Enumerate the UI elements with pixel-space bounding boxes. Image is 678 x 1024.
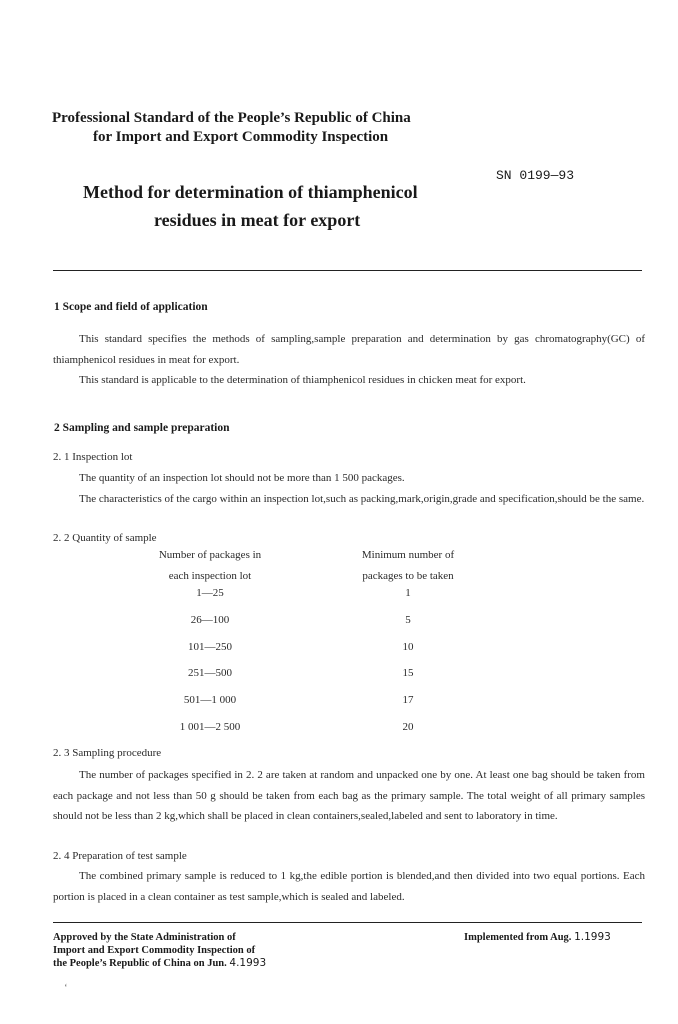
title-line-2: residues in meat for export bbox=[154, 210, 361, 230]
section-2-1-paragraph-1: The quantity of an inspection lot should not be more than 1 500 packages. bbox=[79, 472, 405, 484]
title-rule bbox=[53, 270, 642, 271]
table-header-col2-line2: packages to be taken bbox=[362, 570, 454, 582]
footer-rule bbox=[53, 922, 642, 923]
section-2-4-heading: 2. 4 Preparation of test sample bbox=[53, 850, 187, 862]
section-2-heading: 2 Sampling and sample preparation bbox=[54, 422, 230, 434]
table-row-3-min: 10 bbox=[402, 641, 414, 653]
header-line-2: for Import and Export Commodity Inspection bbox=[93, 129, 389, 145]
section-2-3-heading: 2. 3 Sampling procedure bbox=[53, 747, 162, 759]
approval-line-2: Import and Export Commodity Inspection of bbox=[53, 945, 256, 956]
implemented-line: Implemented from Aug. 1.1993 bbox=[464, 931, 611, 943]
table-header-col2-line1: Minimum number of bbox=[361, 549, 455, 561]
table-row-4-lot: 251—500 bbox=[188, 667, 232, 679]
title-line-1: Method for determination of thiamphenicol bbox=[83, 182, 418, 202]
section-1-paragraph-1: This standard specifies the methods of sampling,sample preparation and determination by gas chromatography(GC) of thiamphenicol residues in meat for export. bbox=[53, 333, 645, 366]
approval-date: 4.1993 bbox=[229, 957, 267, 969]
implemented-date: 1.1993 bbox=[574, 931, 611, 943]
table-header-col1-line2: each inspection lot bbox=[168, 570, 252, 582]
section-2-1-heading: 2. 1 Inspection lot bbox=[53, 451, 133, 463]
page-mark: ‘ bbox=[64, 982, 68, 994]
section-2-3-paragraph-1: The number of packages specified in 2. 2 are taken at random and unpacked one by one. At least one bag should be taken from each package and not less than 50 g should be taken from each bag as the primary sample. The total weight of all primary samples should not be less than 2 kg,which shall be placed in clean containers,sealed,labeled and sent to laboratory in time. bbox=[53, 769, 645, 822]
approval-line-3: the People’s Republic of China on Jun. 4.1993 bbox=[53, 957, 267, 969]
table-row-3-lot: 101—250 bbox=[188, 641, 232, 653]
table-row-1-min: 1 bbox=[405, 587, 411, 599]
section-1-heading: 1 Scope and field of application bbox=[54, 301, 208, 313]
table-row-2-lot: 26—100 bbox=[190, 614, 230, 626]
table-row-4-min: 15 bbox=[402, 667, 414, 679]
approval-line-1: Approved by the State Administration of bbox=[53, 932, 236, 943]
section-2-4-paragraph-1: The combined primary sample is reduced to 1 kg,the edible portion is blended,and then divided into two equal portions. Each portion is placed in a clean container as test sample,which is sealed and labeled. bbox=[53, 870, 645, 903]
table-row-1-lot: 1—25 bbox=[196, 587, 224, 599]
standard-number: SN 0199—93 bbox=[496, 168, 575, 183]
section-2-1-paragraph-2: The characteristics of the cargo within an inspection lot,such as packing,mark,origin,grade and specification,should be the same. bbox=[79, 493, 645, 505]
table-row-2-min: 5 bbox=[405, 614, 411, 626]
section-1-paragraph-2: This standard is applicable to the determination of thiamphenicol residues in chicken meat for export. bbox=[79, 374, 526, 386]
table-header-col1-line1: Number of packages in bbox=[158, 549, 262, 561]
header-line-1: Professional Standard of the People’s Republic of China bbox=[52, 110, 411, 126]
table-row-6-min: 20 bbox=[402, 721, 414, 733]
section-2-2-heading: 2. 2 Quantity of sample bbox=[53, 532, 157, 544]
table-row-6-lot: 1 001—2 500 bbox=[179, 721, 241, 733]
table-row-5-lot: 501—1 000 bbox=[183, 694, 237, 706]
table-row-5-min: 17 bbox=[402, 694, 414, 706]
